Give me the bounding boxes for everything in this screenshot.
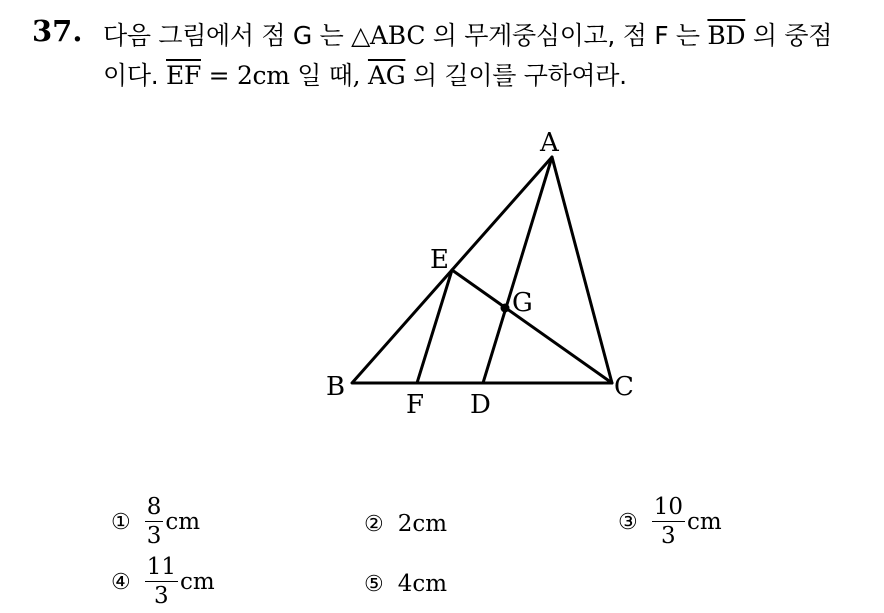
choice-4-numerator: 11 [146, 554, 177, 580]
choice-4-mark: ④ [111, 569, 131, 595]
question-text-segment: = 2cm 일 때, [201, 61, 368, 90]
label-a: A [540, 128, 559, 158]
segment-bd: $\overline{BD}$ [707, 21, 746, 50]
segment-ad [483, 157, 552, 383]
choice-1-denominator: 3 [146, 523, 162, 549]
triangle-abc [352, 157, 612, 383]
choice-3-mark: ③ [618, 509, 638, 535]
choice-1-mark: ① [111, 509, 131, 535]
choice-3-denominator: 3 [661, 523, 676, 549]
choice-4-unit: cm [180, 569, 215, 595]
choice-5[interactable] [364, 571, 447, 597]
choice-4[interactable] [111, 556, 215, 608]
label-b: B [326, 372, 346, 402]
choice-1-unit: cm [165, 509, 201, 535]
label-e: E [430, 245, 449, 275]
choice-1-numerator: 8 [146, 494, 162, 520]
choice-3[interactable] [618, 496, 722, 548]
label-g: G [512, 288, 533, 318]
label-d: D [470, 390, 491, 420]
choice-4-denominator: 3 [154, 583, 169, 609]
choice-1[interactable] [111, 496, 200, 548]
question-text-segment: 의 길이를 구하여라. [405, 61, 627, 90]
choice-2-text: 2cm [397, 511, 448, 537]
question-number: 37. [32, 14, 83, 48]
choice-4-fraction [145, 556, 178, 608]
choice-2[interactable] [364, 511, 447, 537]
triangle-abc-symbol: △ABC [351, 21, 426, 50]
segment-ef-line [417, 270, 452, 383]
choice-5-mark: ⑤ [364, 571, 384, 597]
point-g [501, 304, 510, 313]
question-text-segment: 이다. [103, 61, 166, 90]
question-text-segment: 의 중점 [745, 21, 833, 50]
segment-ef: $\overline{EF}$ [166, 61, 201, 90]
choice-2-mark: ② [364, 511, 384, 537]
question-text-segment: 의 무게중심이고, 점 F 는 [425, 21, 708, 50]
choice-3-numerator: 10 [653, 494, 684, 520]
segment-ag: $\overline{AG}$ [367, 61, 406, 90]
question-text-segment: 다음 그림에서 점 G 는 [103, 21, 352, 50]
choice-3-fraction [652, 496, 685, 548]
choice-3-unit: cm [687, 509, 722, 535]
choice-1-fraction [145, 496, 164, 548]
choice-5-text: 4cm [397, 571, 448, 597]
label-c: C [614, 372, 634, 402]
label-f: F [406, 390, 425, 420]
